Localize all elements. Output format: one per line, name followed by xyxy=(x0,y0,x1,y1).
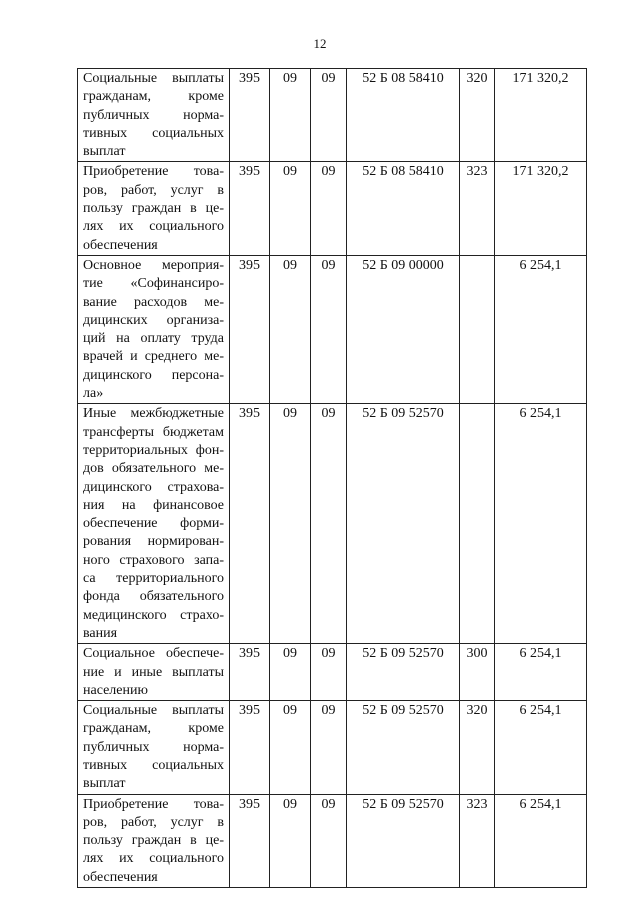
row-name-cell: Иные межбюджетные трансферты бюджетам территориальных фон-дов обязательного ме-дицинского страхова-ния на финансовое обеспечение форми-рования нормирован-ного страхового запа-са территориального фонда обязательного медицинского страхо-вания xyxy=(78,404,230,644)
expense-kind-cell: 320 xyxy=(460,69,495,162)
section-code-cell: 09 xyxy=(270,69,311,162)
subsection-code-cell: 09 xyxy=(311,162,347,255)
page-number: 12 xyxy=(313,36,327,51)
subsection-code-cell: 09 xyxy=(311,701,347,794)
table-row xyxy=(78,255,587,403)
ministry-code-cell: 395 xyxy=(230,701,270,794)
amount-cell: 6 254,1 xyxy=(495,404,587,644)
budget-table-body xyxy=(78,69,587,888)
table-row xyxy=(78,404,587,644)
expense-kind-cell xyxy=(460,404,495,644)
ministry-code-cell: 395 xyxy=(230,404,270,644)
amount-cell: 6 254,1 xyxy=(495,644,587,701)
row-name-cell: Социальные выплаты гражданам, кроме публичных норма-тивных социальных выплат xyxy=(78,701,230,794)
ministry-code-cell: 395 xyxy=(230,644,270,701)
ministry-code-cell: 395 xyxy=(230,69,270,162)
section-code-cell: 09 xyxy=(270,404,311,644)
amount-cell: 6 254,1 xyxy=(495,255,587,403)
amount-cell: 171 320,2 xyxy=(495,69,587,162)
section-code-cell: 09 xyxy=(270,255,311,403)
subsection-code-cell: 09 xyxy=(311,404,347,644)
subsection-code-cell: 09 xyxy=(311,644,347,701)
table-row xyxy=(78,794,587,887)
ministry-code-cell: 395 xyxy=(230,255,270,403)
table-row xyxy=(78,69,587,162)
expense-kind-cell: 300 xyxy=(460,644,495,701)
target-article-cell: 52 Б 08 58410 xyxy=(347,162,460,255)
expense-kind-cell: 323 xyxy=(460,794,495,887)
amount-cell: 6 254,1 xyxy=(495,701,587,794)
amount-cell: 171 320,2 xyxy=(495,162,587,255)
amount-cell: 6 254,1 xyxy=(495,794,587,887)
section-code-cell: 09 xyxy=(270,644,311,701)
row-name-cell: Социальные выплаты гражданам, кроме публичных норма-тивных социальных выплат xyxy=(78,69,230,162)
row-name-cell: Приобретение това-ров, работ, услуг в пользу граждан в це-лях их социального обеспечения xyxy=(78,162,230,255)
section-code-cell: 09 xyxy=(270,701,311,794)
row-name-cell: Основное мероприя-тие «Софинансиро-вание расходов ме-дицинских организа-ций на оплату труда врачей и среднего ме-дицинского персона-ла» xyxy=(78,255,230,403)
budget-table xyxy=(77,68,587,888)
target-article-cell: 52 Б 09 52570 xyxy=(347,701,460,794)
table-row xyxy=(78,701,587,794)
section-code-cell: 09 xyxy=(270,794,311,887)
expense-kind-cell xyxy=(460,255,495,403)
target-article-cell: 52 Б 08 58410 xyxy=(347,69,460,162)
table-row xyxy=(78,644,587,701)
row-name-cell: Социальное обеспече-ние и иные выплаты населению xyxy=(78,644,230,701)
expense-kind-cell: 323 xyxy=(460,162,495,255)
table-row xyxy=(78,162,587,255)
section-code-cell: 09 xyxy=(270,162,311,255)
subsection-code-cell: 09 xyxy=(311,794,347,887)
expense-kind-cell: 320 xyxy=(460,701,495,794)
target-article-cell: 52 Б 09 52570 xyxy=(347,644,460,701)
target-article-cell: 52 Б 09 00000 xyxy=(347,255,460,403)
row-name-cell: Приобретение това-ров, работ, услуг в пользу граждан в це-лях их социального обеспечения xyxy=(78,794,230,887)
subsection-code-cell: 09 xyxy=(311,69,347,162)
ministry-code-cell: 395 xyxy=(230,794,270,887)
ministry-code-cell: 395 xyxy=(230,162,270,255)
target-article-cell: 52 Б 09 52570 xyxy=(347,794,460,887)
target-article-cell: 52 Б 09 52570 xyxy=(347,404,460,644)
subsection-code-cell: 09 xyxy=(311,255,347,403)
